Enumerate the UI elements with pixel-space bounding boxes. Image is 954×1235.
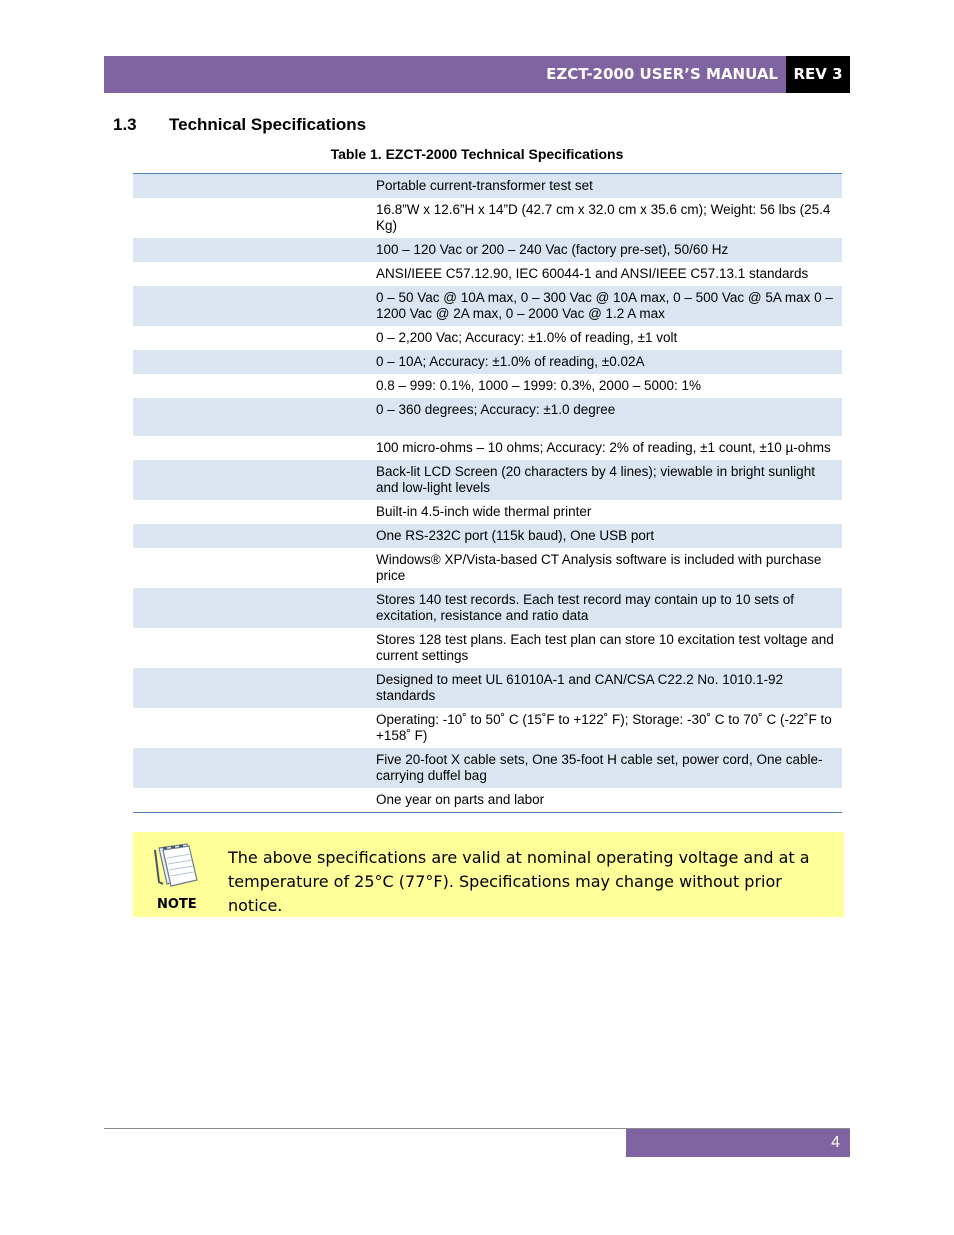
notepad-icon: [151, 838, 201, 895]
page-number-bar: [626, 1129, 850, 1157]
spec-value-cell: Built-in 4.5-inch wide thermal printer: [376, 504, 592, 519]
spec-label-cell: [133, 788, 370, 813]
spec-label-cell: [133, 326, 370, 350]
spec-label-cell: [133, 524, 370, 548]
spec-value-cell: One RS-232C port (115k baud), One USB port: [370, 524, 842, 548]
spec-label-cell: [133, 238, 370, 262]
specifications-table-body: [133, 174, 842, 813]
section-heading: [113, 115, 366, 135]
spec-label-cell: [133, 398, 370, 436]
spec-value-cell: 100 micro-ohms – 10 ohms; Accuracy: 2% of reading, ±1 count, ±10 µ-ohms: [376, 440, 831, 455]
manual-title: EZCT-2000 USER’S MANUAL: [546, 65, 778, 83]
spec-label-cell: [133, 668, 370, 708]
spec-value-cell: Stores 140 test records. Each test record may contain up to 10 sets of excitation, resistance and ratio data: [370, 588, 842, 628]
spec-value-cell: One year on parts and labor: [376, 792, 545, 807]
table-row: [133, 588, 842, 628]
table-row: [133, 350, 842, 374]
spec-label-cell: [133, 198, 370, 238]
spec-label-cell: [133, 500, 370, 524]
spec-label-cell: [133, 708, 370, 748]
spec-label-cell: [133, 748, 370, 788]
spec-value-cell: Stores 128 test plans. Each test plan can store 10 excitation test voltage and current settings: [376, 632, 834, 663]
spec-value-cell: Five 20-foot X cable sets, One 35-foot H cable set, power cord, One cable-carrying duffel bag: [370, 748, 842, 788]
spec-label-cell: [133, 460, 370, 500]
spec-value-cell: 0 – 360 degrees; Accuracy: ±1.0 degree: [370, 398, 842, 436]
spec-label-cell: [133, 548, 370, 588]
spec-label-cell: [133, 374, 370, 398]
table-row: [133, 326, 842, 350]
spec-value-cell: 0 – 10A; Accuracy: ±1.0% of reading, ±0.02A: [370, 350, 842, 374]
table-row: [133, 286, 842, 326]
specifications-table: [133, 173, 842, 813]
table-row: [133, 524, 842, 548]
spec-value-cell: 16.8”W x 12.6”H x 14”D (42.7 cm x 32.0 cm x 35.6 cm); Weight: 56 lbs (25.4 Kg): [376, 202, 831, 233]
section-number: 1.3: [113, 115, 137, 134]
spec-value-cell: Designed to meet UL 61010A-1 and CAN/CSA C22.2 No. 1010.1-92 standards: [370, 668, 842, 708]
table-row: [133, 628, 842, 668]
table-row: [133, 262, 842, 286]
table-row: [133, 374, 842, 398]
table-row: [133, 748, 842, 788]
note-label: NOTE: [157, 897, 197, 912]
table-row: [133, 548, 842, 588]
spec-label-cell: [133, 588, 370, 628]
note-box: [133, 832, 844, 917]
table-row: [133, 198, 842, 238]
revision-badge: [786, 56, 850, 93]
table-row: [133, 500, 842, 524]
note-text: The above specifications are valid at nominal operating voltage and at a temperature of 25°C (77°F). Specifications may change without prior notice.: [228, 848, 810, 915]
table-row: [133, 668, 842, 708]
revision-label: REV 3: [793, 65, 843, 83]
spec-label-cell: [133, 262, 370, 286]
spec-label-cell: [133, 628, 370, 668]
table-row: [133, 398, 842, 436]
table-row: [133, 436, 842, 460]
spec-label-cell: [133, 436, 370, 460]
table-row: [133, 174, 842, 199]
spec-label-cell: [133, 174, 370, 199]
header-title-bar: [104, 56, 786, 93]
spec-value-cell: Portable current-transformer test set: [370, 174, 842, 199]
spec-label-cell: [133, 286, 370, 326]
table-caption: Table 1. EZCT-2000 Technical Specifications: [330, 146, 624, 162]
spec-value-cell: Operating: -10˚ to 50˚ C (15˚F to +122˚ F); Storage: -30˚ C to 70˚ C (-22˚F to +158˚ F): [376, 712, 832, 743]
spec-value-cell: Windows® XP/Vista-based CT Analysis software is included with purchase price: [376, 552, 822, 583]
spec-value-cell: Back-lit LCD Screen (20 characters by 4 lines); viewable in bright sunlight and low-light levels: [370, 460, 842, 500]
page-number: 4: [831, 1134, 840, 1151]
table-row: [133, 238, 842, 262]
spec-value-cell: ANSI/IEEE C57.12.90, IEC 60044-1 and ANSI/IEEE C57.13.1 standards: [376, 266, 809, 281]
table-row: [133, 708, 842, 748]
spec-value-cell: 0.8 – 999: 0.1%, 1000 – 1999: 0.3%, 2000 – 5000: 1%: [376, 378, 702, 393]
spec-value-cell: 0 – 2,200 Vac; Accuracy: ±1.0% of reading, ±1 volt: [376, 330, 678, 345]
spec-value-cell: 0 – 50 Vac @ 10A max, 0 – 300 Vac @ 10A max, 0 – 500 Vac @ 5A max 0 – 1200 Vac @ 2A max, 0 – 2000 Vac @ 1.2 A max: [370, 286, 842, 326]
table-row: [133, 788, 842, 813]
section-title: Technical Specifications: [169, 115, 367, 134]
spec-value-cell: 100 – 120 Vac or 200 – 240 Vac (factory pre-set), 50/60 Hz: [370, 238, 842, 262]
table-row: [133, 460, 842, 500]
spec-label-cell: [133, 350, 370, 374]
